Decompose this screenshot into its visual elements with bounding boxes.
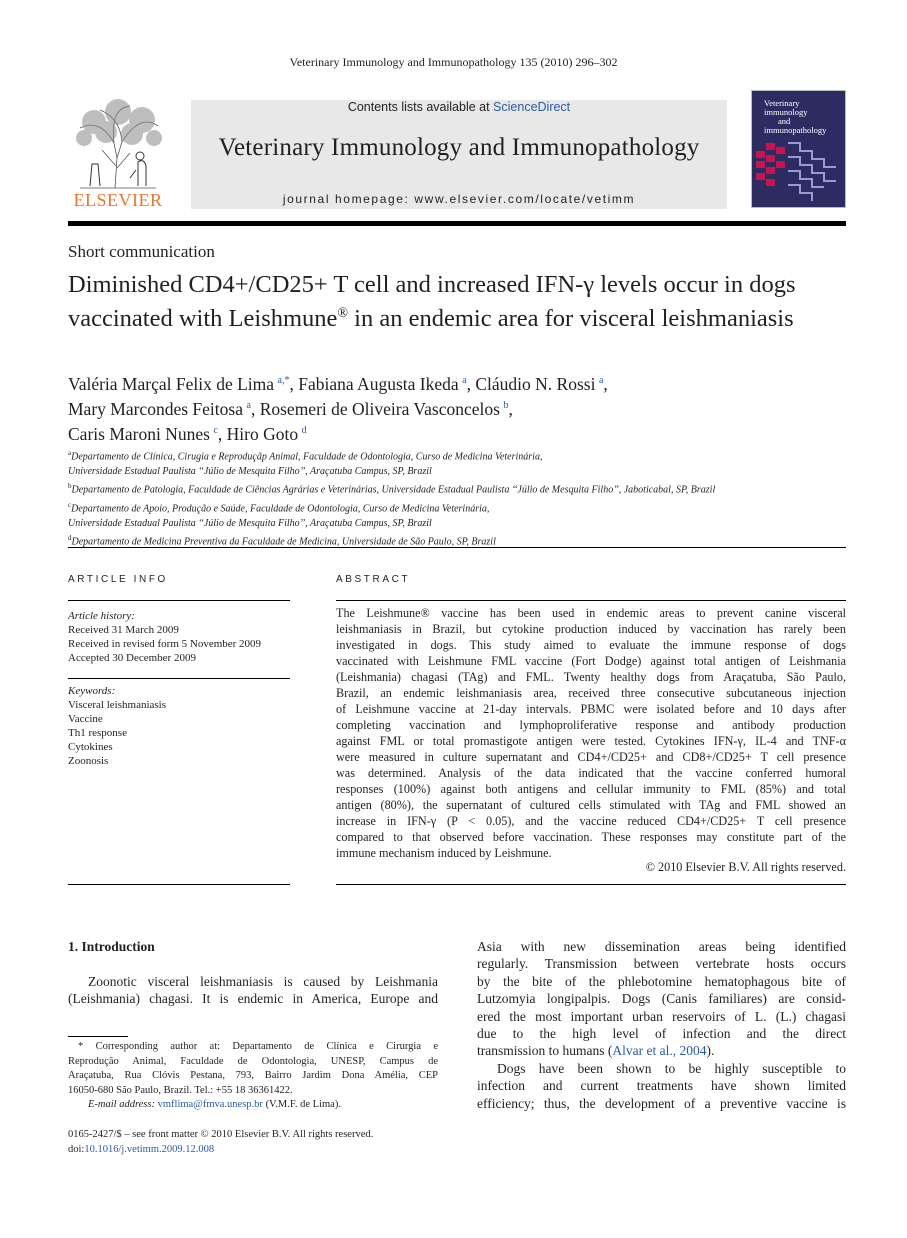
body-line: Zoonotic visceral leishmaniasis is caused by Leishmania	[88, 974, 438, 989]
journal-homepage	[191, 192, 727, 206]
body-line: by the bite of the phlebotomine hematophagous bite of	[477, 973, 846, 989]
affiliation-text: Departamento de Apoio, Produção e Saúde, Faculdade de Odontologia, Curso de Medicina Veterinária,	[71, 503, 490, 515]
received-date: Received 31 March 2009	[68, 624, 179, 636]
abstract-copyright: © 2010 Elsevier B.V. All rights reserved.	[645, 860, 846, 874]
abstract-text	[336, 605, 846, 861]
email-line	[68, 1098, 438, 1113]
title-registered-mark: ®	[337, 306, 349, 321]
author-affiliation-link[interactable]: a,	[277, 375, 285, 386]
doi-prefix: doi:	[68, 1143, 85, 1155]
abstract-line: (Leishmania) chagasi (TAg) and FML. Twenty healthy dogs from Araçatuba, São Paulo,	[336, 670, 846, 684]
author-list	[68, 370, 848, 444]
keyword: Th1 response	[68, 727, 127, 739]
keywords-label: Keywords:	[68, 685, 116, 697]
footnote-rule	[68, 1036, 128, 1037]
footnote-line: Reprodução Animal, Faculdade de Odontologia, UNESP, Campus de	[68, 1055, 438, 1067]
masthead-rule	[68, 221, 846, 226]
abstract-line: against FML or total promastigote antigen were tested. Cytokines IFN-γ, IL-4 and TNF-α	[336, 734, 846, 748]
body-line: (Leishmania) chagasi. It is endemic in America, Europe and	[68, 991, 438, 1006]
abstract-line: compared to that observed before vaccination. These responses may constitute part of the	[336, 830, 846, 844]
abstract-bottom-rule	[336, 884, 846, 885]
article-type: Short communication	[68, 242, 215, 261]
author-separator: ,	[217, 423, 227, 444]
introduction-right-column	[477, 938, 846, 1112]
cover-title-line: immunopathology	[764, 125, 827, 135]
article-title	[68, 270, 848, 333]
email-suffix: (V.M.F. de Lima).	[262, 1099, 341, 1111]
elsevier-wordmark: ELSEVIER	[73, 190, 163, 210]
header-divider	[68, 547, 846, 548]
author-separator: ,	[508, 398, 513, 419]
title-part-1: Diminished CD4+/CD25+ T cell and increased IFN-	[68, 271, 584, 298]
footnote-line: * Corresponding author at: Departamento de Clínica e Cirurgia e	[78, 1041, 438, 1052]
title-part-3: in an endemic area for visceral leishmaniasis	[348, 305, 794, 333]
affiliation-text: Departamento de Clínica, Cirugia e Reproduçãp Animal, Faculdade de Odontologia, Curso de Medicina Veterinária,	[71, 451, 543, 463]
abstract-line: Brazil, an endemic leishmaniasis area, received three consecutive subcutaneous injection	[336, 686, 846, 700]
keyword: Zoonosis	[68, 755, 109, 767]
abstract-line: were measured in culture supernatant and CD4+/CD25+ and CD8+/CD25+ T cell presence	[336, 750, 846, 764]
author-affiliation-link[interactable]: d	[301, 424, 307, 436]
body-line: ered the most important urban reservoirs of L. (L.) chagasi	[477, 1008, 846, 1024]
article-info-bottom-rule	[68, 884, 290, 885]
accepted-date: Accepted 30 December 2009	[68, 652, 196, 664]
affiliation-c	[68, 498, 858, 517]
body-line: due to the high level of infection and the direct	[477, 1026, 846, 1042]
citation-link[interactable]: Alvar et al., 2004	[612, 1043, 707, 1059]
affiliation-marker: b	[68, 482, 72, 491]
keyword: Cytokines	[68, 741, 113, 753]
abstract-line: immune mechanism induced by Leishmune.	[336, 846, 552, 860]
journal-title: Veterinary Immunology and Immunopathology	[218, 134, 700, 161]
journal-title-box	[191, 100, 727, 209]
homepage-prefix: journal homepage:	[282, 192, 415, 206]
article-history	[68, 609, 290, 665]
affiliation-b	[68, 479, 858, 498]
affiliation-marker: d	[68, 534, 72, 543]
author-separator: ,	[603, 373, 608, 394]
author-separator: ,	[250, 398, 260, 419]
author-name[interactable]: Rosemeri de Oliveira Vasconcelos	[259, 398, 500, 419]
article-history-label: Article history:	[68, 610, 135, 622]
introduction-left-column	[68, 938, 438, 1007]
running-head: Veterinary Immunology and Immunopathology 135 (2010) 296–302	[289, 55, 618, 69]
homepage-url[interactable]: www.elsevier.com/locate/vetimm	[414, 192, 636, 206]
abstract-rule	[336, 600, 846, 601]
contents-line	[191, 100, 727, 114]
sciencedirect-link[interactable]: ScienceDirect	[493, 100, 571, 114]
title-gamma-symbol: γ	[583, 271, 595, 298]
issn-line: 0165-2427/$ – see front matter © 2010 Elsevier B.V. All rights reserved.	[68, 1129, 374, 1140]
doi-line	[68, 1143, 458, 1158]
author-separator: ,	[466, 373, 476, 394]
cover-title	[764, 99, 841, 135]
body-line: efficiency; thus, the development of a preventive vaccine is	[477, 1095, 846, 1111]
article-info-rule	[68, 600, 290, 601]
abstract-line: investigated in dogs. This study aimed to evaluate the immune response of dogs	[336, 638, 846, 652]
journal-masthead	[68, 90, 846, 210]
author-name[interactable]: Mary Marcondes Feitosa	[68, 398, 243, 419]
journal-cover-thumbnail[interactable]	[751, 90, 846, 208]
author-line	[68, 370, 848, 395]
email-label: E-mail address:	[88, 1099, 158, 1111]
abstract-line: The Leishmune® vaccine has been used in endemic areas to prevent canine visceral	[336, 606, 846, 620]
doi-link[interactable]: 10.1016/j.vetimm.2009.12.008	[84, 1143, 215, 1155]
issn-doi-block	[68, 1128, 458, 1158]
footnote-line: 16050-680 São Paulo, Brazil. Tel.: +55 18 36361422.	[68, 1084, 293, 1096]
author-affiliation-link[interactable]: a	[462, 375, 467, 386]
affiliation-list	[68, 446, 858, 550]
author-line	[68, 395, 848, 420]
corresponding-author-star[interactable]: *	[284, 375, 290, 386]
author-affiliation-link[interactable]: a	[246, 399, 251, 411]
body-line-text: transmission to humans (Alvar et al., 2004).	[477, 1043, 715, 1059]
abstract-line: vaccinated with Leishmune FML vaccine (Fort Dodge) against total antigen of Leishmania	[336, 654, 846, 668]
body-line	[477, 1042, 846, 1059]
keyword: Visceral leishmaniasis	[68, 699, 167, 711]
abstract-line: of Leishmune vaccine at 21-day intervals. PBMC were isolated before and 10 days after	[336, 702, 846, 716]
affiliation-text: Departamento de Medicina Preventiva da Faculdade de Medicina, Universidade de São Paulo, SP, Brazil	[71, 536, 496, 548]
article-info-heading: ARTICLE INFO	[68, 574, 168, 585]
affiliation-a	[68, 446, 858, 465]
body-line: regularly. Transmission between vertebrate hosts occurs	[477, 956, 846, 972]
affiliation-marker: c	[68, 500, 72, 509]
author-name[interactable]: Valéria Marçal Felix de Lima	[68, 373, 275, 394]
abstract-line: antigen (80%), the supernatant of cultured cells stimulated with TAg and FML showed an	[336, 798, 846, 812]
footnote-line: Araçatuba, Rua Clóvis Pestana, 793, Bairro Jardim Dona Amélia, CEP	[68, 1070, 438, 1082]
cover-title-line: Veterinary	[764, 98, 800, 108]
author-name[interactable]: Hiro Goto	[226, 423, 299, 444]
contents-prefix: Contents lists available at	[347, 100, 494, 114]
abstract-line: completing vaccination and lymphoproliferative response and antibody production	[336, 718, 846, 732]
abstract-line: leishmaniasis in Brazil, but cytokine production induced by vaccination has rarely been	[336, 622, 846, 636]
cover-title-line: and	[778, 116, 791, 126]
author-name[interactable]: Cláudio N. Rossi	[475, 373, 596, 394]
abstract-line: increase in IFN-γ (P < 0.05), and the vaccine reduced CD4+/CD25+ T cell presence	[336, 814, 846, 828]
author-affiliation-link[interactable]: c	[213, 424, 218, 436]
author-separator: ,	[289, 373, 299, 394]
keywords-rule	[68, 678, 290, 679]
body-line: Lutzomyia longipalpis. Dogs (Canis familiares) are consid-	[477, 991, 846, 1007]
affiliation-text: Departamento de Patologia, Faculdade de Ciências Agrárias e Veterinárias, Universidade Estadual Paulista ‘‘Júlio de Mesquita Filho’’, Jaboticabal, SP, Brazil	[71, 484, 716, 496]
affiliation-a-continued: Universidade Estadual Paulista ‘‘Júlio de Mesquita Filho’’, Araçatuba Campus, SP, Brazil	[68, 465, 432, 477]
title-part-2: levels occur in dogs vaccinated with Leishmune	[68, 271, 796, 333]
author-affiliation-link[interactable]: a	[598, 375, 604, 386]
keywords	[68, 684, 290, 768]
introduction-heading: 1. Introduction	[68, 939, 155, 954]
cover-title-line: immunology	[764, 107, 808, 117]
author-name[interactable]: Caris Maroni Nunes	[68, 423, 210, 444]
abstract-line: responses (100%) against both antigens and cellular immunity to FML (85%) and total	[336, 782, 846, 796]
body-line: infection and current treatments have shown limited	[477, 1078, 846, 1094]
body-line: Asia with new dissemination areas being identified	[477, 939, 846, 954]
elsevier-tree-icon	[70, 98, 166, 190]
author-name[interactable]: Fabiana Augusta Ikeda	[298, 373, 459, 394]
revised-date: Received in revised form 5 November 2009	[68, 638, 262, 650]
keyword: Vaccine	[68, 713, 103, 725]
elsevier-logo[interactable]	[68, 90, 168, 210]
author-line	[68, 420, 848, 445]
body-line: Dogs have been shown to be highly susceptible to	[497, 1060, 846, 1076]
affiliation-c-continued: Universidade Estadual Paulista ‘‘Júlio de Mesquita Filho’’, Araçatuba Campus, SP, Brazil	[68, 517, 432, 529]
corresponding-author-footnote	[68, 1040, 438, 1113]
cover-artwork-icon	[752, 133, 846, 208]
abstract-line: was determined. Analysis of the data indicated that the vaccine conferred humoral	[336, 766, 846, 780]
author-affiliation-link[interactable]: b	[503, 399, 509, 411]
email-link[interactable]: vmflima@fmva.unesp.br	[157, 1099, 263, 1111]
affiliation-marker: a	[68, 449, 72, 457]
abstract-heading: ABSTRACT	[336, 574, 411, 585]
